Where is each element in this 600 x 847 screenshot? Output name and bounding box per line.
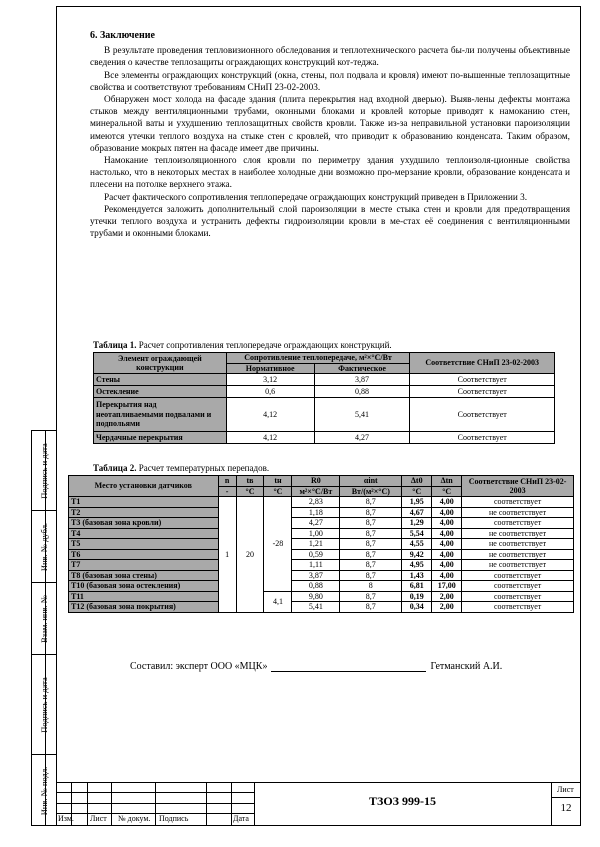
table2-header-dt0: Δt0 [402, 476, 432, 487]
side-label: Инв. № дубл. [39, 522, 49, 571]
table2-header-dtn: Δtn [432, 476, 462, 487]
side-label: Подпись и дата [39, 676, 49, 733]
col-izm: Изм. [58, 814, 74, 823]
paragraph: Рекомендуется заложить дополнительный слой пароизоляции в месте стыка стен и кровли для предотвращения утечки теплого воздуха и устранить дефекты гидроизоляции кровли в ме-стах её соединения с вентиляционными трубами и оконными блоками. [90, 204, 570, 240]
table-row: T11 4,1 9,80 8,7 0,19 2,00 соответствует [69, 591, 574, 602]
table-row: T1 1 20 -28 2,83 8,7 1,95 4,00 соответствует [69, 497, 574, 508]
paragraph: Намокание теплоизоляционного слоя кровли по периметру здания ухудшило теплоизоля-ционные свойства настолько, что в некоторых местах в наиболее холодные дни возможно про-мерзание кровли, образование конденсата и плесени на потолке верхнего этажа. [90, 156, 570, 191]
table1-header-resistance: Сопротивление теплопередаче, м²×°С/Вт [226, 353, 410, 364]
table-row: T4 1,00 8,7 5,54 4,00 не соответствует [69, 528, 574, 539]
col-date: Дата [233, 814, 249, 823]
table2-header-place: Место установки датчиков [69, 476, 219, 497]
table-row: Стены 3,12 3,87 Соответствует [94, 374, 555, 386]
merged-tout-a: -28 [264, 497, 292, 592]
table2: Место установки датчиков n tв tн R0 αint Δt0 Δtn Соответствие СНиП 23-02-2003 - °С °С м²×°С/Вт Вт/(м²×°С) °С °С T1 1 20 -28 2,83 8,7 1,95 4,00 соответствует T2 1,18 8,7 4,67 4,00 не соответствует T3 (базовая зона кровли) 4,27 8,7 1,29 4,00 соответствует T4 1,00 8,7 5,54 4,00 не соответствует T5 1,21 8,7 4,55 4,00 не соответствует T6 0,59 8,7 9,42 4,00 не соответствует T7 1,11 8,7 4,95 4,00 не соответствует T8 (базовая зона стены) 3,87 8,7 1,43 4,00 соответствует T10 (базовая зона остекления) 0,88 8 6,81 17,00 соответствует T11 4,1 9,80 8,7 0,19 2,00 соответствует T12 (базовая зона покрытия) 5,41 8,7 0,34 2,00 соответствует [68, 475, 574, 613]
table2-caption: Таблица 2. Расчет температурных перепадов. [93, 463, 270, 473]
table2-header-compliance: Соответствие СНиП 23-02-2003 [462, 476, 574, 497]
sheet-number: 12 [560, 802, 572, 814]
document-code: ТЗОЗ 999-15 [368, 794, 436, 808]
paragraph: Все элементы ограждающих конструкций (окна, стены, пол подвала и кровля) имеют по-вышенные теплозащитные свойства и соответствуют требованиям СНиП 23-02-2003. [90, 70, 570, 93]
merged-tout-b: 4,1 [264, 591, 292, 612]
table2-header-aint: αint [340, 476, 402, 487]
signature-blank [271, 662, 426, 672]
side-label: Инв. № подл. [39, 766, 49, 816]
table2-header-tout: tн [264, 476, 292, 487]
table1 [93, 352, 555, 444]
side-label: Подпись и дата [39, 442, 49, 499]
table1-header-compliance: Соответствие СНиП 23-02-2003 [410, 353, 555, 374]
table2-header-r0: R0 [292, 476, 340, 487]
table-row: T5 1,21 8,7 4,55 4,00 не соответствует [69, 539, 574, 550]
col-list: Лист [90, 814, 107, 823]
table-row: T6 0,59 8,7 9,42 4,00 не соответствует [69, 549, 574, 560]
side-cell-replace-inv [32, 583, 56, 655]
table-row: Перекрытия над неотапливаемыми подвалами и подпольями 4,12 5,41 Соответствует [94, 398, 555, 432]
side-cell-signature-2 [32, 655, 56, 755]
table-row: T12 (базовая зона покрытия) 5,41 8,7 0,34 2,00 соответствует [69, 602, 574, 613]
side-stamp [31, 430, 56, 826]
table-row: T3 (базовая зона кровли) 4,27 8,7 1,29 4,00 соответствует [69, 518, 574, 529]
table-row: Чердачные перекрытия 4,12 4,27 Соответствует [94, 432, 555, 444]
merged-tin: 20 [236, 497, 264, 613]
side-label: Взам. инв. № [39, 594, 49, 643]
table1-caption: Таблица 1. Расчет сопротивления теплопередаче ограждающих конструкций. [93, 340, 392, 350]
table1-header-actual: Фактическое [314, 363, 410, 374]
table1-header-element: Элемент ограждающей конструкции [94, 353, 227, 374]
merged-n: 1 [218, 497, 236, 613]
side-cell-dup-inv [32, 511, 56, 583]
col-sign: Подпись [159, 814, 189, 823]
paragraph: Расчет фактического сопротивления теплопередаче ограждающих конструкций приведен в Приложении 3. [104, 192, 528, 203]
table-row: T10 (базовая зона остекления) 0,88 8 6,81 17,00 соответствует [69, 581, 574, 592]
section-title: 6. Заключение [90, 30, 155, 41]
side-cell-orig-inv [32, 755, 56, 827]
table2-header-tin: tв [236, 476, 264, 487]
paragraph: Обнаружен мост холода на фасаде здания (плита перекрытия над входной дверью). Выяв-лены дефекты монтажа стыков между вентиляционными трубами, оконными блоками и кровлей которые приводят к намоканию стен, минеральной ваты и ухудшению теплозащитных свойств кровли. Также из-за неправильной установки пароизоляции имеются утечки теплого воздуха на стыке стен с кровлей, что приводит к образованию конденсата. Таким образом, образование мокрых пятен на фасаде имеет две причины. [90, 95, 570, 154]
table-row: T7 1,11 8,7 4,95 4,00 не соответствует [69, 560, 574, 571]
signature-line: Составил: эксперт ООО «МЦК» Гетманский А.И. [130, 661, 503, 672]
table-row: T8 (базовая зона стены) 3,87 8,7 1,43 4,00 соответствует [69, 570, 574, 581]
side-cell-signature-1 [32, 431, 56, 511]
conclusion-text [90, 30, 570, 240]
table-row: T2 1,18 8,7 4,67 4,00 не соответствует [69, 507, 574, 518]
paragraph: В результате проведения тепловизионного обследования и теплотехнического расчета бы-ли получены объективные сведения о качестве теплозащиты ограждающих конструкций кот-теджа. [90, 46, 570, 69]
table1-header-normative: Нормативное [226, 363, 314, 374]
col-doc: № докум. [118, 814, 151, 823]
table-row: Остекление 0,6 0,88 Соответствует [94, 386, 555, 398]
sheet-label: Лист [557, 785, 574, 794]
table2-header-n: n [218, 476, 236, 487]
title-block [56, 782, 581, 826]
